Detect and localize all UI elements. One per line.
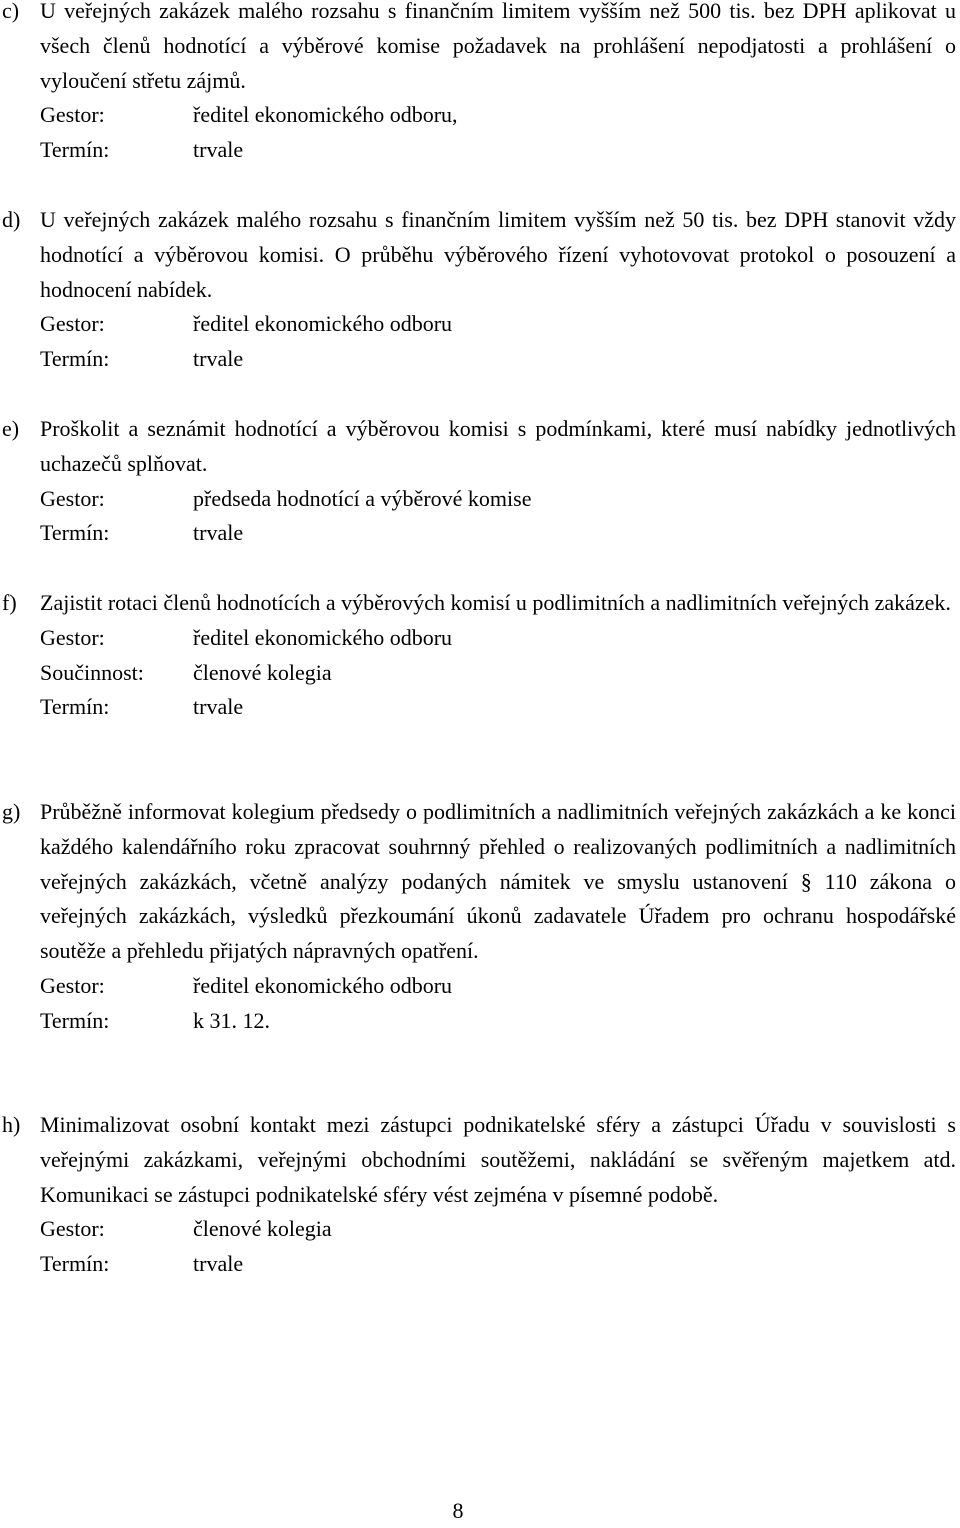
item-marker: f): [2, 590, 17, 615]
field-value: členové kolegia: [193, 1216, 332, 1242]
gestor-field: [40, 98, 956, 133]
termin-field: [40, 1004, 956, 1039]
field-label: Termín:: [40, 346, 110, 372]
list-item-d: [0, 203, 956, 377]
termin-field: [40, 1247, 956, 1282]
gestor-field: [40, 621, 956, 656]
item-text: Minimalizovat osobní kontakt mezi zástupci podnikatelské sféry a zástupci Úřadu v souvislosti s veřejnými zakázkami, veřejnými obchodními soutěžemi, nakládání se svěřeným majetkem atd. Komunikaci se zástupci podnikatelské sféry vést zejména v písemné podobě.: [40, 1112, 956, 1207]
item-marker: c): [2, 0, 20, 23]
termin-field: [40, 516, 956, 551]
field-value: ředitel ekonomického odboru: [193, 624, 453, 650]
field-value: k 31. 12.: [193, 1007, 270, 1033]
field-value: trvale: [193, 1251, 244, 1277]
field-label: Gestor:: [40, 624, 105, 650]
field-label: Gestor:: [40, 485, 105, 511]
field-label: Gestor:: [40, 102, 105, 128]
item-text: U veřejných zakázek malého rozsahu s finančním limitem vyšším než 500 tis. bez DPH aplikovat u všech členů hodnotící a výběrové komise požadavek na prohlášení nepodjatosti a prohlášení o vyloučení střetu zájmů.: [40, 0, 956, 93]
field-value: členové kolegia: [193, 659, 332, 685]
field-label: Termín:: [40, 137, 110, 163]
list-item-g: [0, 795, 956, 1039]
gestor-field: [40, 1212, 956, 1247]
item-text: U veřejných zakázek malého rozsahu s finančním limitem vyšším než 50 tis. bez DPH stanovit vždy hodnotící a výběrovou komisi. O průběhu výběrového řízení vyhotovovat protokol o posouzení a hodnocení nabídek.: [40, 207, 956, 302]
gestor-field: [40, 482, 956, 517]
item-marker: d): [2, 207, 21, 232]
item-marker: h): [2, 1112, 21, 1137]
list-item-c: [0, 0, 956, 168]
field-value: ředitel ekonomického odboru,: [193, 102, 458, 128]
field-value: trvale: [193, 346, 244, 372]
item-marker: e): [2, 416, 20, 441]
field-label: Termín:: [40, 694, 110, 720]
list-item-e: [0, 412, 956, 551]
gestor-field: [40, 969, 956, 1004]
page-number: 8: [452, 1498, 464, 1523]
soucinnost-field: [40, 656, 956, 691]
gestor-field: [40, 307, 956, 342]
item-text: Proškolit a seznámit hodnotící a výběrovou komisi s podmínkami, které musí nabídky jednotlivých uchazečů splňovat.: [40, 416, 956, 476]
field-value: trvale: [193, 520, 244, 546]
field-value: ředitel ekonomického odboru: [193, 972, 453, 998]
field-label: Termín:: [40, 1251, 110, 1277]
field-value: trvale: [193, 694, 244, 720]
termin-field: [40, 690, 956, 725]
item-text: Zajistit rotaci členů hodnotících a výběrových komisí u podlimitních a nadlimitních veřejných zakázek.: [40, 590, 951, 615]
field-label: Gestor:: [40, 1216, 105, 1242]
field-value: předseda hodnotící a výběrové komise: [193, 485, 532, 511]
item-marker: g): [2, 799, 21, 824]
list-item-h: [0, 1108, 956, 1282]
field-label: Gestor:: [40, 972, 105, 998]
termin-field: [40, 342, 956, 377]
field-label: Součinnost:: [40, 659, 144, 685]
field-value: trvale: [193, 137, 244, 163]
field-label: Gestor:: [40, 311, 105, 337]
field-label: Termín:: [40, 520, 110, 546]
field-value: ředitel ekonomického odboru: [193, 311, 453, 337]
termin-field: [40, 133, 956, 168]
item-text: Průběžně informovat kolegium předsedy o podlimitních a nadlimitních veřejných zakázkách a ke konci každého kalendářního roku zpracovat souhrnný přehled o realizovaných podlimitních a nadlimitních veřejných zakázkách, včetně analýzy podaných námitek ve smyslu ustanovení § 110 zákona o veřejných zakázkách, výsledků přezkoumání úkonů zadavatele Úřadem pro ochranu hospodářské soutěže a přehledu přijatých nápravných opatření.: [40, 799, 956, 964]
field-label: Termín:: [40, 1007, 110, 1033]
list-item-f: [0, 586, 956, 725]
